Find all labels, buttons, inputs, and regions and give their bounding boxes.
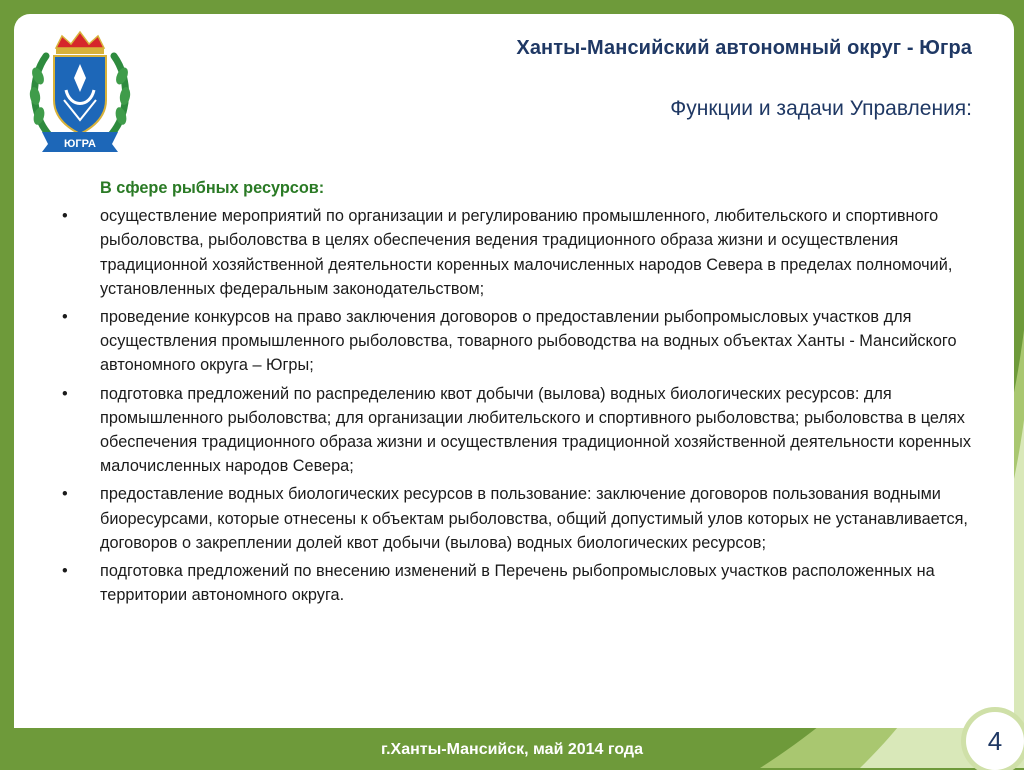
bullet-text: проведение конкурсов на право заключения договоров о предоставлении рыбопромысловых участков для осуществления промышленного рыболовства, товарного рыбоводства на водных объектах Ханты - Мансийского автономного округа – Югры; <box>100 308 957 375</box>
content-body <box>62 176 982 611</box>
bullet-text: подготовка предложений по распределению квот добычи (вылова) водных биологических ресурсов: для промышленного рыболовства; для организации любительского и спортивного рыболовства; рыболовства в целях обеспечения традиционного образа жизни и осуществления традиционной хозяйственной деятельности коренных малочисленных народов Севера; <box>100 384 971 476</box>
slide-subtitle: Функции и задачи Управления: <box>670 97 972 120</box>
bullet-item-5 <box>62 559 982 607</box>
page-number-badge <box>966 712 1024 770</box>
bullet-mark: • <box>62 485 68 504</box>
coat-of-arms-emblem <box>26 28 134 156</box>
bullet-mark: • <box>62 384 68 403</box>
region-title: Ханты-Мансийский автономный округ - Югра <box>516 37 972 59</box>
bullet-text: предоставление водных биологических ресурсов в пользование: заключение договоров пользования водными биоресурсами, которые отнесены к объектам рыболовства, общий допустимый улов которых не устанавливается, договоров о закреплении долей квот добычи (вылова) водных биологических ресурсов; <box>100 485 968 552</box>
section-heading: В сфере рыбных ресурсов: <box>100 179 325 197</box>
bullet-list <box>62 204 982 607</box>
page-number: 4 <box>987 725 1003 756</box>
emblem-ribbon-text: ЮГРА <box>64 138 96 150</box>
footer-location-date: г.Ханты-Мансийск, май 2014 года <box>381 741 643 758</box>
bullet-mark: • <box>62 308 68 327</box>
bullet-item-3 <box>62 382 982 479</box>
bullet-item-2 <box>62 305 982 378</box>
bullet-mark: • <box>62 562 68 581</box>
bullet-item-4 <box>62 482 982 555</box>
bullet-mark: • <box>62 207 68 226</box>
bullet-text: подготовка предложений по внесению изменений в Перечень рыбопромысловых участков расположенных на территории автономного округа. <box>100 562 935 605</box>
bullet-item-1 <box>62 204 982 301</box>
bullet-text: осуществление мероприятий по организации и регулированию промышленного, любительского и спортивного рыболовства, рыболовства в целях обеспечения ведения традиционного образа жизни и осуществления традиционной хозяйственной деятельности коренных малочисленных народов Севера в пределах полномочий, установленных федеральным законодательством; <box>100 207 953 298</box>
